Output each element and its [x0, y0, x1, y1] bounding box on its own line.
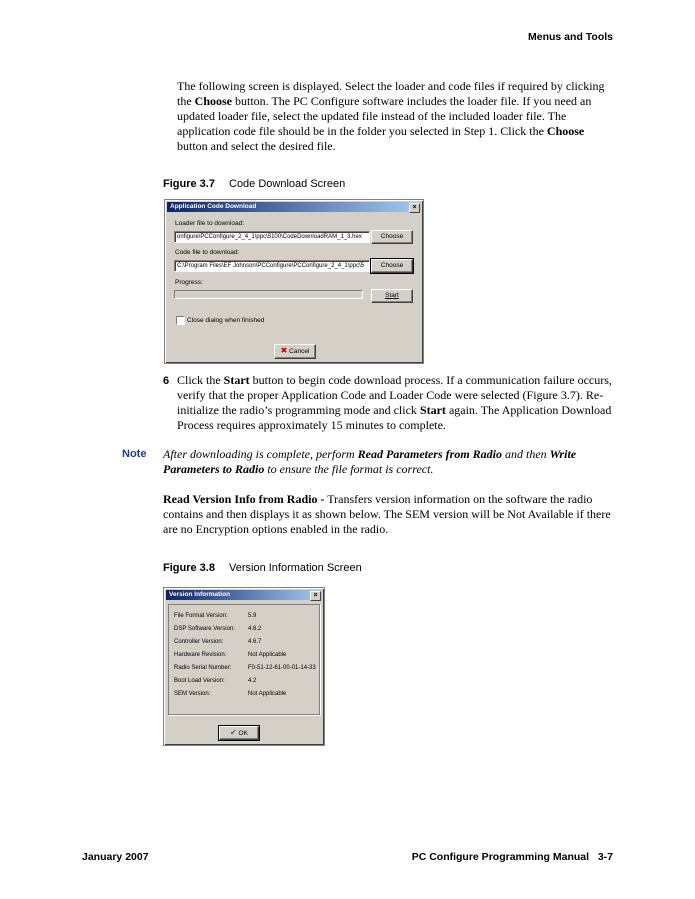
cancel-x-icon: ✖ [280, 346, 288, 355]
start-button[interactable]: Start [371, 289, 413, 303]
figure-3-8-caption [163, 562, 362, 574]
ok-button[interactable]: ✔ OK [219, 726, 259, 740]
footer-title: PC Configure Programming Manual 3-7 [411, 851, 613, 863]
figure-title: Code Download Screen [229, 178, 346, 190]
intro-paragraph: The following screen is displayed. Select the loader and code files if required by clicking the Choose button. The PC Configure software includes the loader file. If you need an updated loader file, select the updated file instead of the included loader file. The application code file should be in the folder you selected in Step 1. Click the Choose button and select the desired file. [177, 79, 605, 153]
close-when-finished-label: Close dialog when finished [187, 317, 265, 324]
version-row-label: Hardware Revision: [174, 652, 227, 658]
running-header: Menus and Tools [528, 31, 613, 43]
step-6-paragraph: Click the Start button to begin code download process. If a communication failure occurs, verify that the proper Application Code and Loader Code were selected (Figure 3.7). Re-initialize the radio’s programming mode and click Start again. The Application Download Process requires approximately 15 minutes to complete. [177, 373, 612, 432]
version-row-label: Boot Load Version: [174, 678, 225, 684]
close-when-finished-checkbox[interactable] [176, 316, 185, 325]
close-icon[interactable]: × [310, 591, 321, 601]
choose-code-button[interactable]: Choose [371, 259, 413, 273]
code-download-dialog [164, 199, 424, 364]
read-version-paragraph: Read Version Info from Radio - Transfers version information on the software the radio contains and then displays it as shown below. The SEM version will be Not Available if there are no Encryption options enabled in the radio. [163, 492, 611, 536]
figure-number: Figure 3.8 [163, 562, 215, 574]
version-row-value: 4.2 [248, 678, 257, 684]
note-label: Note [122, 448, 147, 460]
version-groupbox [168, 604, 320, 715]
loader-file-label: Loader file to download: [175, 220, 245, 227]
version-row-value: F0-51-12-61-00-01-14-33 [248, 665, 316, 671]
dialog-title: Version Information [169, 591, 231, 598]
version-row-value: Not Applicable [248, 652, 287, 658]
checkmark-icon: ✔ [230, 728, 237, 737]
version-row-value: Not Applicable [248, 691, 287, 697]
figure-title: Version Information Screen [229, 562, 362, 574]
progress-bar [174, 290, 363, 299]
close-icon[interactable]: × [409, 203, 420, 213]
version-row-label: SEM Version: [174, 691, 211, 697]
note-body: After downloading is complete, perform Read Parameters from Radio and then Write Parameters to Radio to ensure the file format is correct. [163, 447, 577, 476]
version-row-label: Radio Serial Number: [174, 665, 232, 671]
footer-date: January 2007 [82, 851, 149, 863]
version-row-value: 4.6.2 [248, 626, 262, 632]
version-row-label: DSP Software Version: [174, 626, 235, 632]
version-row-label: File Format Version: [174, 613, 228, 619]
version-information-dialog [163, 587, 325, 746]
page-number: 3-7 [597, 851, 613, 863]
code-file-input[interactable]: C:\Program Files\EF Johnson\PCConfigure\PCConfigure_2_4_1\ppc\5 [174, 260, 370, 272]
progress-label: Progress: [175, 279, 203, 286]
loader-file-input[interactable]: onfigure\PCConfigure_2_4_1\ppc\5100\CodeDownloadRAM_1_3.hex [174, 231, 370, 243]
cancel-button[interactable]: ✖ Cancel [274, 344, 316, 359]
version-row-value: 5.9 [248, 613, 257, 619]
figure-number: Figure 3.7 [163, 178, 215, 190]
choose-loader-button[interactable]: Choose [371, 230, 413, 244]
code-file-label: Code file to download: [175, 249, 240, 256]
dialog-title: Application Code Download [170, 203, 257, 210]
dialog-titlebar [167, 202, 421, 212]
step-number: 6 [163, 375, 170, 387]
version-row-label: Controller Version: [174, 639, 224, 645]
figure-3-7-caption [163, 178, 345, 190]
version-row-value: 4.6.7 [248, 639, 262, 645]
dialog-titlebar [166, 590, 322, 600]
